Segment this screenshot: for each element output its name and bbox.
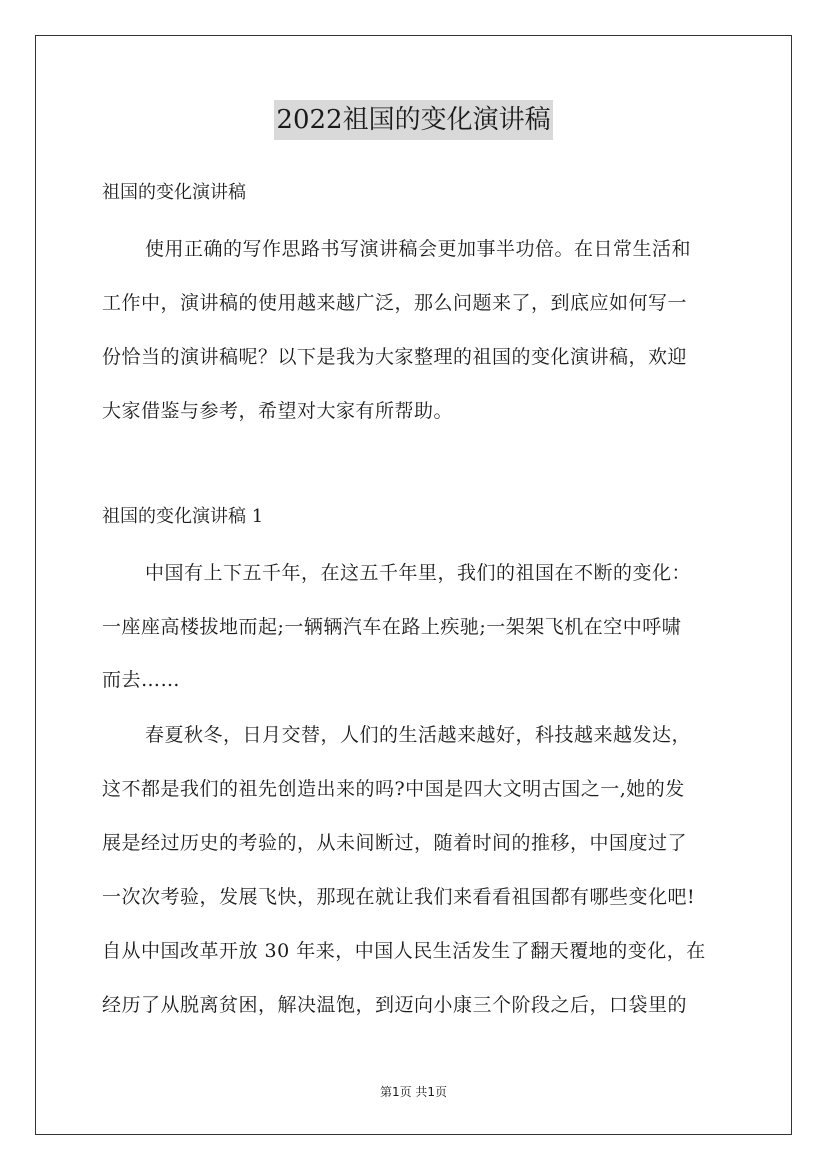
body-line-1: 中国有上下五千年，在这五千年里，我们的祖国在不断的变化： bbox=[145, 562, 692, 584]
page-footer: 第1页 共1页 bbox=[379, 1085, 448, 1099]
intro-line-3: 份恰当的演讲稿呢？以下是我为大家整理的祖国的变化演讲稿，欢迎 bbox=[102, 346, 688, 368]
body-line-2: 一座座高楼拔地而起;一辆辆汽车在路上疾驰;一架架飞机在空中呼啸 bbox=[102, 616, 682, 638]
document-title: 2022祖国的变化演讲稿 bbox=[274, 100, 552, 140]
intro-line-1: 使用正确的写作思路书写演讲稿会更加事半功倍。在日常生活和 bbox=[145, 238, 692, 260]
body-line-5: 这不都是我们的祖先创造出来的吗?中国是四大文明古国之一,她的发 bbox=[102, 778, 685, 800]
body-line-7: 一次次考验，发展飞快，那现在就让我们来看看祖国都有哪些变化吧! bbox=[102, 886, 696, 908]
title-container bbox=[0, 100, 827, 140]
section-heading: 祖国的变化演讲稿 1 bbox=[102, 506, 264, 527]
body-line-4: 春夏秋冬，日月交替，人们的生活越来越好，科技越来越发达， bbox=[145, 724, 692, 746]
intro-line-4: 大家借鉴与参考，希望对大家有所帮助。 bbox=[102, 400, 454, 422]
body-line-6: 展是经过历史的考验的，从未间断过，随着时间的推移，中国度过了 bbox=[102, 832, 688, 854]
body-line-8: 自从中国改革开放 30 年来，中国人民生活发生了翻天覆地的变化，在 bbox=[102, 940, 706, 962]
body-line-9: 经历了从脱离贫困，解决温饱，到迈向小康三个阶段之后，口袋里的 bbox=[102, 994, 688, 1016]
intro-line-2: 工作中，演讲稿的使用越来越广泛，那么问题来了，到底应如何写一 bbox=[102, 292, 688, 314]
body-line-3: 而去…… bbox=[102, 669, 181, 691]
document-subtitle: 祖国的变化演讲稿 bbox=[102, 182, 246, 203]
